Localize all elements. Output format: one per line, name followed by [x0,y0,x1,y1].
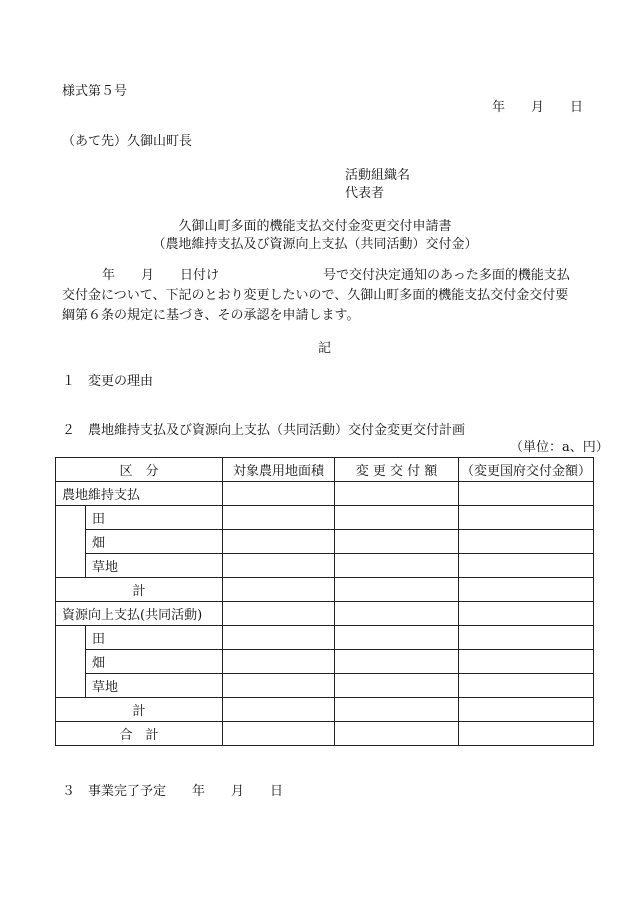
table-cell [335,650,459,674]
body-paragraph [62,266,597,326]
indent-cell [56,506,86,578]
table-cell [335,578,459,602]
table-cell [223,650,335,674]
section-3-heading: ３ 事業完了予定 年 月 日 [62,784,284,799]
group2-label: 資源向上支払(共同活動) [56,602,223,626]
table-row [56,530,594,554]
addressee: （あて先）久御山町長 [62,134,193,149]
table-cell [459,698,594,722]
table-cell [223,506,335,530]
table-row [56,554,594,578]
header-area: 対象農用地面積 [223,458,335,482]
row-label: 田 [86,506,223,530]
table-cell [459,626,594,650]
document-title: 久御山町多面的機能支払交付金変更交付申請書 [178,219,452,234]
section-2-heading: ２ 農地維持支払及び資源向上支払（共同活動）交付金変更交付計画 [62,423,466,438]
table-cell [223,674,335,698]
table-cell [459,506,594,530]
table-row [56,506,594,530]
row-label: 畑 [86,530,223,554]
grand-total-label: 合 計 [56,722,223,746]
table-cell [459,554,594,578]
table-row [56,602,594,626]
table-row [56,674,594,698]
row-label: 草地 [86,674,223,698]
table-cell [223,482,335,506]
table-cell [223,602,335,626]
date-line: 年 月 日 [492,100,584,115]
table-cell [335,482,459,506]
ki-heading: 記 [318,341,332,356]
table-cell [459,530,594,554]
table-cell [459,674,594,698]
table-cell [459,650,594,674]
table-cell [335,626,459,650]
header-change-amount: 変 更 交 付 額 [335,458,459,482]
table-row [56,482,594,506]
table-cell [335,602,459,626]
org-name-label: 活動組織名 [345,168,411,183]
body-line-3: 綱第６条の規定に基づき、その承認を申請します。 [62,308,360,323]
row-label: 田 [86,626,223,650]
table-cell [459,602,594,626]
table-cell [459,722,594,746]
header-national-amount: （変更国府交付金額） [459,458,594,482]
table-cell [223,698,335,722]
table-row [56,650,594,674]
group1-label: 農地維持支払 [56,482,223,506]
representative-label: 代表者 [345,186,385,201]
table-cell [335,554,459,578]
table-cell [223,530,335,554]
table-cell [335,530,459,554]
table-cell [335,722,459,746]
table-cell [335,698,459,722]
table-cell [459,482,594,506]
table-cell [223,722,335,746]
row-label: 畑 [86,650,223,674]
table-cell [223,578,335,602]
body-line-1: 年 月 日付け 号で交付決定通知のあった多面的機能支払 [102,268,570,283]
row-label: 草地 [86,554,223,578]
table-row [56,626,594,650]
table-row [56,722,594,746]
table-row [56,698,594,722]
unit-note: （単位：a、円） [510,440,609,455]
form-number: 様式第５号 [62,84,128,99]
table-row [56,578,594,602]
group1-subtotal-label: 計 [56,578,223,602]
table-cell [223,554,335,578]
table-cell [459,578,594,602]
table-cell [223,626,335,650]
document-subtitle: （農地維持支払及び資源向上支払（共同活動）交付金） [152,237,478,252]
group2-subtotal-label: 計 [56,698,223,722]
header-category: 区 分 [56,458,223,482]
section-1-heading: １ 変更の理由 [62,374,154,389]
body-line-2: 交付金について、下記のとおり変更したいので、久御山町多面的機能支払交付金交付要 [62,288,569,303]
indent-cell [56,626,86,698]
table-cell [335,674,459,698]
table-cell [335,506,459,530]
table-header-row [56,458,594,482]
grant-plan-table [55,457,594,746]
